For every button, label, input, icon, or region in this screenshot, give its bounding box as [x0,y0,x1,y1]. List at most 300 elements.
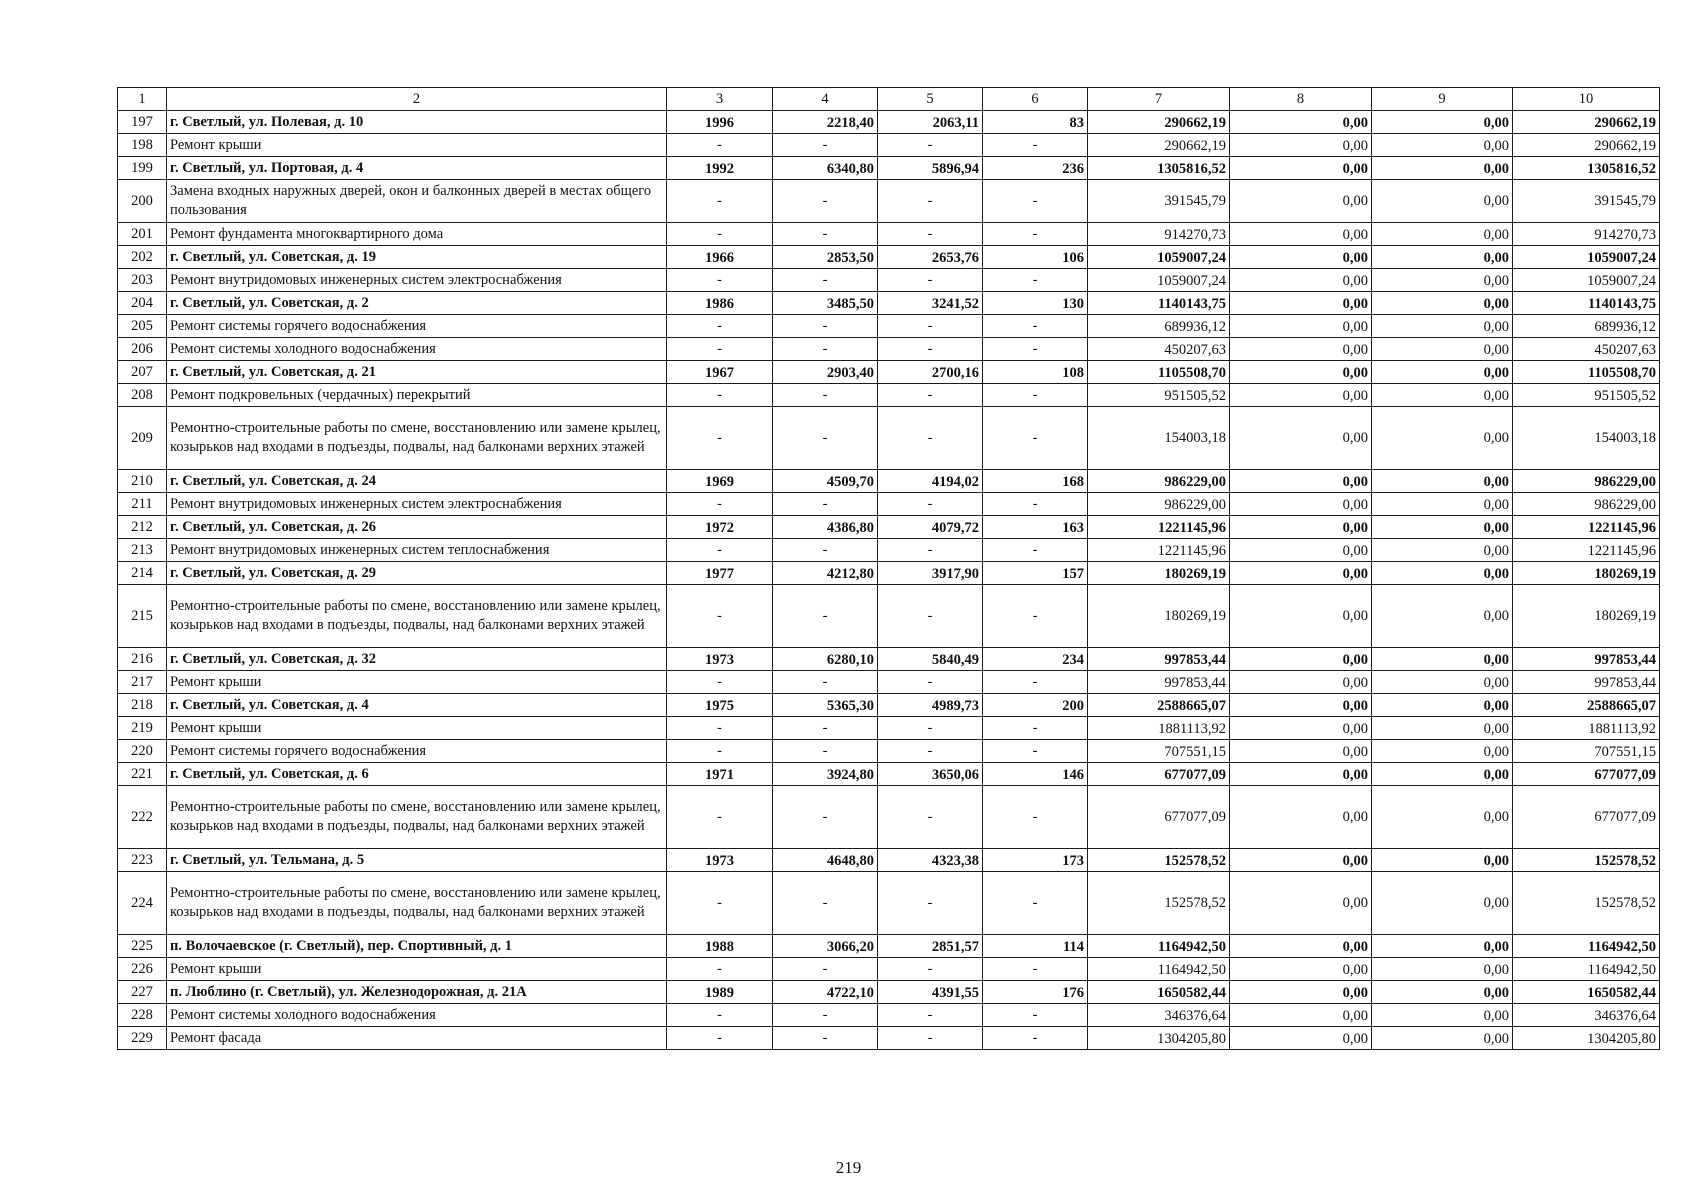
object-name-cell: Ремонт крыши [167,671,667,694]
residents-cell: - [983,493,1088,516]
fund-cost-cell: 0,00 [1230,180,1372,223]
regional-cost-cell: 391545,79 [1513,180,1660,223]
page-number: 219 [835,1158,862,1177]
work-row [118,872,1660,935]
total-area-cell: - [773,539,878,562]
row-number-cell: 200 [118,180,167,223]
total-cost-cell: 689936,12 [1088,315,1230,338]
regional-cost-cell: 677077,09 [1513,763,1660,786]
total-area-cell: 4648,80 [773,849,878,872]
work-row [118,740,1660,763]
regional-cost-cell: 152578,52 [1513,872,1660,935]
year-cell: - [667,223,773,246]
living-area-cell: - [878,384,983,407]
column-header: 10 [1513,88,1660,111]
year-cell: - [667,1027,773,1050]
residents-cell: - [983,872,1088,935]
year-cell: - [667,740,773,763]
other-cost-cell: 0,00 [1372,493,1513,516]
object-name-cell: г. Светлый, ул. Советская, д. 19 [167,246,667,269]
total-area-cell: - [773,671,878,694]
total-cost-cell: 707551,15 [1088,740,1230,763]
residents-cell: - [983,384,1088,407]
living-area-cell: 2063,11 [878,111,983,134]
other-cost-cell: 0,00 [1372,935,1513,958]
regional-cost-cell: 1221145,96 [1513,516,1660,539]
row-number-cell: 219 [118,717,167,740]
object-name-cell: Ремонтно-строительные работы по смене, восстановлению или замене крылец, козырьков над входами в подъезды, подвалы, над балконами верхних этажей [167,585,667,648]
other-cost-cell: 0,00 [1372,292,1513,315]
regional-cost-cell: 450207,63 [1513,338,1660,361]
column-header: 8 [1230,88,1372,111]
object-name-cell: Ремонтно-строительные работы по смене, восстановлению или замене крылец, козырьков над входами в подъезды, подвалы, над балконами верхних этажей [167,407,667,470]
total-cost-cell: 986229,00 [1088,493,1230,516]
regional-cost-cell: 180269,19 [1513,585,1660,648]
row-number-cell: 208 [118,384,167,407]
year-cell: - [667,384,773,407]
living-area-cell: - [878,180,983,223]
total-area-cell: - [773,1027,878,1050]
other-cost-cell: 0,00 [1372,269,1513,292]
total-cost-cell: 1164942,50 [1088,958,1230,981]
regional-cost-cell: 997853,44 [1513,648,1660,671]
row-number-cell: 223 [118,849,167,872]
residents-cell: 114 [983,935,1088,958]
residents-cell: 163 [983,516,1088,539]
living-area-cell: 5896,94 [878,157,983,180]
total-cost-cell: 346376,64 [1088,1004,1230,1027]
other-cost-cell: 0,00 [1372,648,1513,671]
total-cost-cell: 997853,44 [1088,671,1230,694]
object-name-cell: п. Люблино (г. Светлый), ул. Железнодорожная, д. 21А [167,981,667,1004]
object-name-cell: Ремонт подкровельных (чердачных) перекрытий [167,384,667,407]
residents-cell: 130 [983,292,1088,315]
total-cost-cell: 450207,63 [1088,338,1230,361]
object-name-cell: Ремонт крыши [167,958,667,981]
fund-cost-cell: 0,00 [1230,315,1372,338]
residents-cell: 106 [983,246,1088,269]
regional-cost-cell: 290662,19 [1513,134,1660,157]
residents-cell: - [983,407,1088,470]
object-name-cell: г. Светлый, ул. Советская, д. 32 [167,648,667,671]
regional-cost-cell: 677077,09 [1513,786,1660,849]
work-row [118,493,1660,516]
fund-cost-cell: 0,00 [1230,763,1372,786]
total-cost-cell: 1105508,70 [1088,361,1230,384]
total-cost-cell: 152578,52 [1088,849,1230,872]
total-cost-cell: 677077,09 [1088,763,1230,786]
regional-cost-cell: 1059007,24 [1513,246,1660,269]
living-area-cell: - [878,338,983,361]
total-cost-cell: 986229,00 [1088,470,1230,493]
building-row [118,470,1660,493]
regional-cost-cell: 290662,19 [1513,111,1660,134]
column-header: 3 [667,88,773,111]
other-cost-cell: 0,00 [1372,763,1513,786]
total-cost-cell: 2588665,07 [1088,694,1230,717]
living-area-cell: - [878,539,983,562]
regional-cost-cell: 1881113,92 [1513,717,1660,740]
residents-cell: 173 [983,849,1088,872]
fund-cost-cell: 0,00 [1230,872,1372,935]
regional-cost-cell: 951505,52 [1513,384,1660,407]
total-area-cell: 3485,50 [773,292,878,315]
other-cost-cell: 0,00 [1372,223,1513,246]
year-cell: - [667,338,773,361]
other-cost-cell: 0,00 [1372,562,1513,585]
building-row [118,763,1660,786]
other-cost-cell: 0,00 [1372,786,1513,849]
fund-cost-cell: 0,00 [1230,648,1372,671]
building-row [118,157,1660,180]
regional-cost-cell: 986229,00 [1513,493,1660,516]
row-number-cell: 216 [118,648,167,671]
total-cost-cell: 1164942,50 [1088,935,1230,958]
year-cell: - [667,539,773,562]
total-area-cell: - [773,223,878,246]
residents-cell: 176 [983,981,1088,1004]
row-number-cell: 220 [118,740,167,763]
regional-cost-cell: 180269,19 [1513,562,1660,585]
row-number-cell: 214 [118,562,167,585]
year-cell: - [667,269,773,292]
row-number-cell: 227 [118,981,167,1004]
object-name-cell: Ремонтно-строительные работы по смене, восстановлению или замене крылец, козырьков над входами в подъезды, подвалы, над балконами верхних этажей [167,872,667,935]
fund-cost-cell: 0,00 [1230,493,1372,516]
total-area-cell: - [773,717,878,740]
row-number-cell: 199 [118,157,167,180]
object-name-cell: Ремонт системы горячего водоснабжения [167,740,667,763]
regional-cost-cell: 152578,52 [1513,849,1660,872]
year-cell: - [667,872,773,935]
object-name-cell: г. Светлый, ул. Тельмана, д. 5 [167,849,667,872]
residents-cell: 146 [983,763,1088,786]
residents-cell: 83 [983,111,1088,134]
regional-cost-cell: 689936,12 [1513,315,1660,338]
total-area-cell: - [773,407,878,470]
residents-cell: 168 [983,470,1088,493]
year-cell: - [667,315,773,338]
fund-cost-cell: 0,00 [1230,585,1372,648]
object-name-cell: Ремонт внутридомовых инженерных систем электроснабжения [167,269,667,292]
year-cell: - [667,671,773,694]
living-area-cell: - [878,740,983,763]
year-cell: 1988 [667,935,773,958]
total-area-cell: 4212,80 [773,562,878,585]
fund-cost-cell: 0,00 [1230,981,1372,1004]
living-area-cell: 2653,76 [878,246,983,269]
residents-cell: - [983,134,1088,157]
fund-cost-cell: 0,00 [1230,384,1372,407]
regional-cost-cell: 914270,73 [1513,223,1660,246]
work-row [118,407,1660,470]
row-number-cell: 205 [118,315,167,338]
row-number-cell: 229 [118,1027,167,1050]
building-row [118,246,1660,269]
other-cost-cell: 0,00 [1372,407,1513,470]
total-area-cell: 3924,80 [773,763,878,786]
residents-cell: - [983,539,1088,562]
regional-cost-cell: 1650582,44 [1513,981,1660,1004]
living-area-cell: 4323,38 [878,849,983,872]
living-area-cell: - [878,269,983,292]
regional-cost-cell: 997853,44 [1513,671,1660,694]
row-number-cell: 211 [118,493,167,516]
total-cost-cell: 1221145,96 [1088,539,1230,562]
year-cell: - [667,407,773,470]
total-area-cell: - [773,958,878,981]
fund-cost-cell: 0,00 [1230,338,1372,361]
total-cost-cell: 180269,19 [1088,562,1230,585]
total-area-cell: - [773,315,878,338]
row-number-cell: 207 [118,361,167,384]
year-cell: 1967 [667,361,773,384]
year-cell: - [667,180,773,223]
column-header: 2 [167,88,667,111]
total-cost-cell: 914270,73 [1088,223,1230,246]
regional-cost-cell: 1105508,70 [1513,361,1660,384]
row-number-cell: 222 [118,786,167,849]
fund-cost-cell: 0,00 [1230,157,1372,180]
row-number-cell: 206 [118,338,167,361]
total-cost-cell: 1304205,80 [1088,1027,1230,1050]
capital-repair-table [117,87,1660,1050]
row-number-cell: 218 [118,694,167,717]
regional-cost-cell: 1164942,50 [1513,935,1660,958]
regional-cost-cell: 1304205,80 [1513,1027,1660,1050]
living-area-cell: - [878,493,983,516]
row-number-cell: 213 [118,539,167,562]
fund-cost-cell: 0,00 [1230,1004,1372,1027]
year-cell: 1989 [667,981,773,1004]
column-header: 5 [878,88,983,111]
total-cost-cell: 1650582,44 [1088,981,1230,1004]
object-name-cell: Замена входных наружных дверей, окон и балконных дверей в местах общего пользования [167,180,667,223]
living-area-cell: 3917,90 [878,562,983,585]
fund-cost-cell: 0,00 [1230,246,1372,269]
total-area-cell: - [773,134,878,157]
total-area-cell: 2903,40 [773,361,878,384]
regional-cost-cell: 1164942,50 [1513,958,1660,981]
fund-cost-cell: 0,00 [1230,516,1372,539]
object-name-cell: г. Светлый, ул. Портовая, д. 4 [167,157,667,180]
living-area-cell: 3241,52 [878,292,983,315]
building-row [118,694,1660,717]
total-area-cell: - [773,338,878,361]
object-name-cell: Ремонт внутридомовых инженерных систем теплоснабжения [167,539,667,562]
regional-cost-cell: 707551,15 [1513,740,1660,763]
fund-cost-cell: 0,00 [1230,740,1372,763]
building-row [118,292,1660,315]
year-cell: 1975 [667,694,773,717]
residents-cell: 108 [983,361,1088,384]
fund-cost-cell: 0,00 [1230,1027,1372,1050]
living-area-cell: - [878,1004,983,1027]
work-row [118,786,1660,849]
residents-cell: - [983,740,1088,763]
total-cost-cell: 1059007,24 [1088,269,1230,292]
year-cell: 1966 [667,246,773,269]
work-row [118,717,1660,740]
other-cost-cell: 0,00 [1372,111,1513,134]
living-area-cell: - [878,134,983,157]
total-area-cell: - [773,585,878,648]
total-cost-cell: 154003,18 [1088,407,1230,470]
fund-cost-cell: 0,00 [1230,111,1372,134]
fund-cost-cell: 0,00 [1230,717,1372,740]
work-row [118,585,1660,648]
column-header: 9 [1372,88,1513,111]
total-cost-cell: 1221145,96 [1088,516,1230,539]
living-area-cell: - [878,872,983,935]
year-cell: 1996 [667,111,773,134]
total-cost-cell: 1140143,75 [1088,292,1230,315]
living-area-cell: 2700,16 [878,361,983,384]
living-area-cell: 4079,72 [878,516,983,539]
object-name-cell: Ремонт фундамента многоквартирного дома [167,223,667,246]
total-cost-cell: 997853,44 [1088,648,1230,671]
object-name-cell: Ремонт системы горячего водоснабжения [167,315,667,338]
building-row [118,935,1660,958]
column-header: 6 [983,88,1088,111]
year-cell: 1972 [667,516,773,539]
year-cell: 1992 [667,157,773,180]
fund-cost-cell: 0,00 [1230,786,1372,849]
total-area-cell: - [773,269,878,292]
regional-cost-cell: 1059007,24 [1513,269,1660,292]
fund-cost-cell: 0,00 [1230,407,1372,470]
regional-cost-cell: 154003,18 [1513,407,1660,470]
work-row [118,671,1660,694]
row-number-cell: 209 [118,407,167,470]
total-area-cell: - [773,786,878,849]
living-area-cell: - [878,1027,983,1050]
object-name-cell: Ремонт системы холодного водоснабжения [167,1004,667,1027]
residents-cell: - [983,585,1088,648]
living-area-cell: - [878,315,983,338]
living-area-cell: 2851,57 [878,935,983,958]
row-number-cell: 198 [118,134,167,157]
other-cost-cell: 0,00 [1372,1027,1513,1050]
column-header: 7 [1088,88,1230,111]
work-row [118,269,1660,292]
total-area-cell: - [773,384,878,407]
work-row [118,384,1660,407]
column-header: 1 [118,88,167,111]
object-name-cell: г. Светлый, ул. Советская, д. 2 [167,292,667,315]
row-number-cell: 226 [118,958,167,981]
total-cost-cell: 180269,19 [1088,585,1230,648]
other-cost-cell: 0,00 [1372,338,1513,361]
residents-cell: - [983,223,1088,246]
total-cost-cell: 1881113,92 [1088,717,1230,740]
other-cost-cell: 0,00 [1372,958,1513,981]
other-cost-cell: 0,00 [1372,315,1513,338]
year-cell: 1969 [667,470,773,493]
regional-cost-cell: 1305816,52 [1513,157,1660,180]
work-row [118,134,1660,157]
total-cost-cell: 1059007,24 [1088,246,1230,269]
work-row [118,539,1660,562]
fund-cost-cell: 0,00 [1230,562,1372,585]
total-area-cell: 3066,20 [773,935,878,958]
building-row [118,981,1660,1004]
residents-cell: 234 [983,648,1088,671]
residents-cell: - [983,717,1088,740]
total-cost-cell: 677077,09 [1088,786,1230,849]
total-area-cell: 4509,70 [773,470,878,493]
residents-cell: - [983,338,1088,361]
total-area-cell: - [773,872,878,935]
other-cost-cell: 0,00 [1372,740,1513,763]
living-area-cell: - [878,407,983,470]
year-cell: 1971 [667,763,773,786]
object-name-cell: Ремонт крыши [167,717,667,740]
object-name-cell: п. Волочаевское (г. Светлый), пер. Спортивный, д. 1 [167,935,667,958]
living-area-cell: 4391,55 [878,981,983,1004]
work-row [118,223,1660,246]
living-area-cell: - [878,717,983,740]
building-row [118,562,1660,585]
year-cell: 1973 [667,849,773,872]
object-name-cell: Ремонт внутридомовых инженерных систем электроснабжения [167,493,667,516]
other-cost-cell: 0,00 [1372,180,1513,223]
total-area-cell: 5365,30 [773,694,878,717]
living-area-cell: - [878,786,983,849]
living-area-cell: - [878,223,983,246]
other-cost-cell: 0,00 [1372,157,1513,180]
year-cell: - [667,717,773,740]
residents-cell: 200 [983,694,1088,717]
row-number-cell: 212 [118,516,167,539]
residents-cell: 157 [983,562,1088,585]
total-cost-cell: 152578,52 [1088,872,1230,935]
total-area-cell: 4386,80 [773,516,878,539]
column-number-row [118,88,1660,111]
table-body [118,88,1660,1050]
other-cost-cell: 0,00 [1372,671,1513,694]
total-area-cell: 6340,80 [773,157,878,180]
object-name-cell: Ремонт системы холодного водоснабжения [167,338,667,361]
row-number-cell: 228 [118,1004,167,1027]
row-number-cell: 197 [118,111,167,134]
other-cost-cell: 0,00 [1372,384,1513,407]
object-name-cell: Ремонт крыши [167,134,667,157]
total-area-cell: - [773,1004,878,1027]
residents-cell: - [983,958,1088,981]
object-name-cell: г. Светлый, ул. Советская, д. 26 [167,516,667,539]
work-row [118,1027,1660,1050]
year-cell: 1973 [667,648,773,671]
row-number-cell: 215 [118,585,167,648]
other-cost-cell: 0,00 [1372,1004,1513,1027]
total-cost-cell: 290662,19 [1088,134,1230,157]
row-number-cell: 203 [118,269,167,292]
fund-cost-cell: 0,00 [1230,470,1372,493]
living-area-cell: 5840,49 [878,648,983,671]
fund-cost-cell: 0,00 [1230,361,1372,384]
fund-cost-cell: 0,00 [1230,671,1372,694]
year-cell: - [667,585,773,648]
other-cost-cell: 0,00 [1372,246,1513,269]
work-row [118,1004,1660,1027]
total-cost-cell: 290662,19 [1088,111,1230,134]
total-cost-cell: 951505,52 [1088,384,1230,407]
living-area-cell: - [878,585,983,648]
row-number-cell: 225 [118,935,167,958]
work-row [118,958,1660,981]
living-area-cell: 4989,73 [878,694,983,717]
